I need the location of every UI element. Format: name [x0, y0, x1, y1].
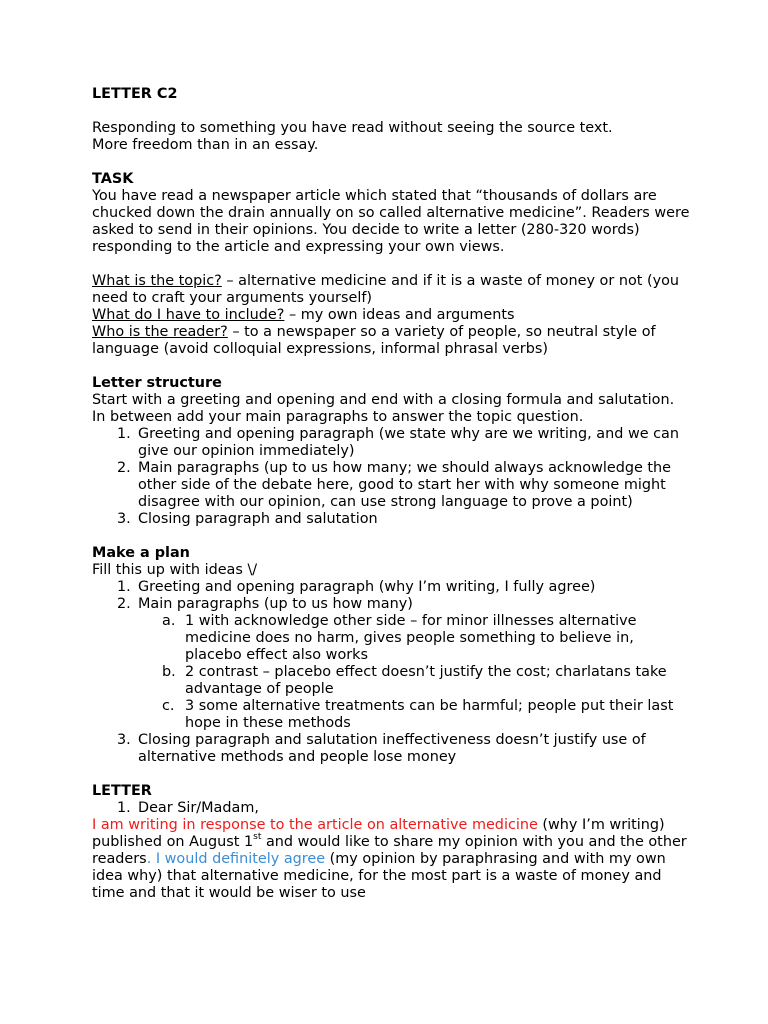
- plan-item: 3. Closing paragraph and salutation ineffectiveness doesn’t justify use of alternative methods and people lose money: [117, 732, 646, 765]
- highlight-red: I am writing in response to the article on alternative medicine: [92, 817, 538, 833]
- plan-line: Fill this up with ideas \/: [92, 562, 258, 578]
- structure-heading: Letter structure: [92, 375, 222, 391]
- intro-line-2: More freedom than in an essay.: [92, 137, 319, 153]
- plan-item: 1. Greeting and opening paragraph (why I’m writing, I fully agree): [117, 579, 596, 595]
- letter-greeting: 1. Dear Sir/Madam,: [117, 800, 259, 816]
- question-answer: – to a newspaper so a variety of people, so neutral style of language (avoid colloquial expressions, informal phrasal verbs): [92, 324, 656, 357]
- intro-line-1: Responding to something you have read without seeing the source text.: [92, 120, 613, 136]
- question-label: What is the topic?: [92, 273, 222, 289]
- plan-subitem: b. 2 contrast – placebo effect doesn’t justify the cost; charlatans take advantage of people: [162, 664, 667, 697]
- plan-subitem: c. 3 some alternative treatments can be harmful; people put their last hope in these methods: [162, 698, 674, 731]
- question-label: What do I have to include?: [92, 307, 285, 323]
- question-label: Who is the reader?: [92, 324, 228, 340]
- question-answer: – my own ideas and arguments: [284, 307, 515, 323]
- question-topic: [92, 273, 692, 307]
- structure-line-1: Start with a greeting and opening and end with a closing formula and salutation.: [92, 392, 675, 408]
- document-page: [92, 86, 692, 902]
- structure-item: 3. Closing paragraph and salutation: [117, 511, 378, 527]
- task-text: You have read a newspaper article which stated that “thousands of dollars are chucked down the drain annually on so called alternative medicine”. Readers were asked to send in their opinions. You decide to write a letter (280-320 words) responding to the article and expressing your own views.: [92, 188, 690, 255]
- plan-subitem: a. 1 with acknowledge other side – for minor illnesses alternative medicine does no harm, gives people something to believe in, placebo effect also works: [162, 613, 637, 663]
- letter-heading: LETTER: [92, 783, 152, 799]
- structure-item: 1. Greeting and opening paragraph (we state why are we writing, and we can give our opinion immediately): [117, 426, 679, 459]
- task-heading: TASK: [92, 171, 134, 187]
- question-include: [92, 307, 692, 324]
- structure-line-2: In between add your main paragraphs to answer the topic question.: [92, 409, 584, 425]
- plan-heading: Make a plan: [92, 545, 190, 561]
- plan-item: 2. Main paragraphs (up to us how many): [117, 596, 413, 612]
- question-answer: – alternative medicine and if it is a waste of money or not (you need to craft your arguments yourself): [92, 273, 680, 306]
- structure-item: 2. Main paragraphs (up to us how many; we should always acknowledge the other side of the debate here, good to start her with why someone might disagree with our opinion, can use strong language to prove a point): [117, 460, 672, 510]
- highlight-blue: I would definitely agree: [155, 851, 326, 867]
- question-reader: [92, 324, 692, 358]
- document-title: LETTER C2: [92, 86, 178, 102]
- letter-body: I am writing in response to the article on alternative medicine (why I’m writing) published on August 1st and would like to share my opinion with you and the other readers. I would definitely agree (my opinion by paraphrasing and with my own idea why) that alternative medicine, for the most part is a waste of money and time and that it would be wiser to use: [92, 817, 687, 901]
